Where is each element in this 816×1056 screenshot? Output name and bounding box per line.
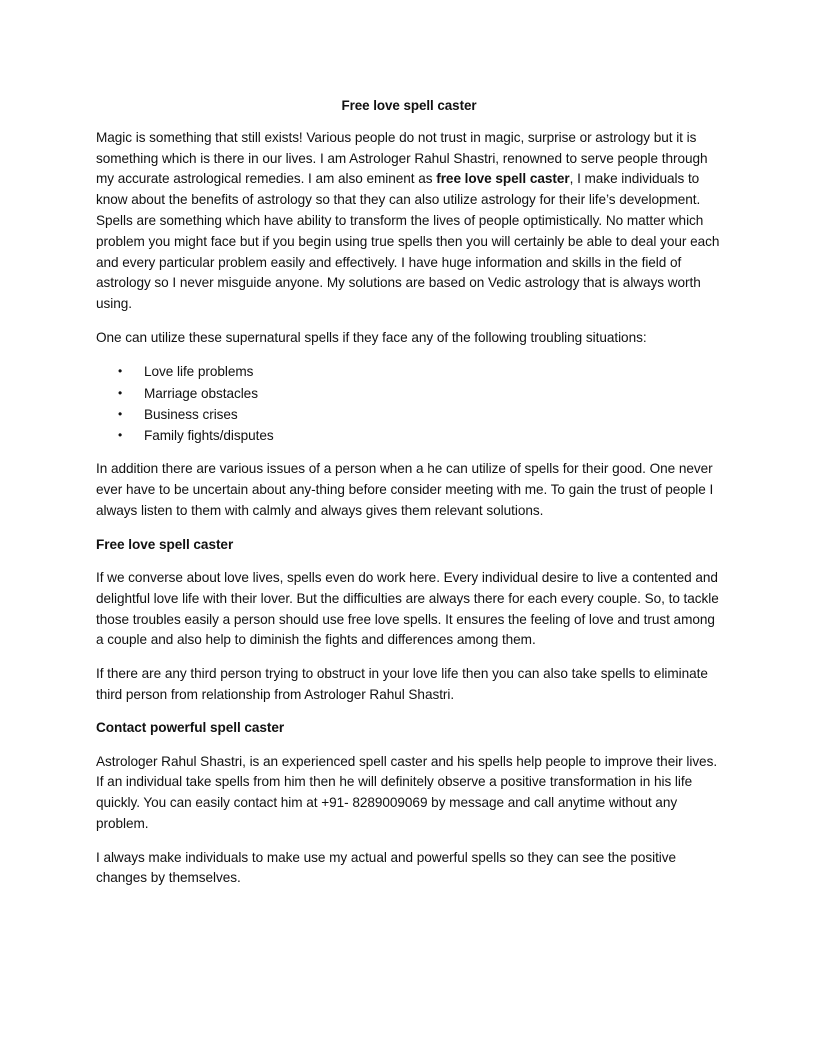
bullet-icon: • — [118, 406, 123, 421]
bullet-icon: • — [118, 385, 123, 400]
list-item — [96, 361, 722, 382]
list-item — [96, 425, 722, 446]
free-love-spell-heading: Free love spell caster — [96, 536, 234, 552]
list-item-text: Business crises — [144, 406, 238, 422]
intro-text-end: , I make individuals to know about the benefits of astrology so that they can also utilize astrology for their life’s development. Spells are something which have ability to transform the lives of people optimistically. No matter which problem you might face but if you begin using true spells then you will certainly be able to deal your each and every particular problem easily and effectively. I have huge information and skills in the field of astrology so I never misguide anyone. My solutions are based on Vedic astrology that is always worth using. — [96, 171, 720, 312]
third-person-paragraph: If there are any third person trying to obstruct in your love life then you can also take spells to eliminate third person from relationship from Astrologer Rahul Shastri. — [96, 665, 708, 702]
intro-text-start: Magic is something that still exists! Various people do not trust in magic, surprise or astrology but it is something which is there in our lives. I am Astrologer Rahul Shastri, renowned to serve people through my accurate astrological remedies. I am also eminent as — [96, 129, 708, 187]
bullet-icon: • — [118, 428, 123, 443]
intro-paragraph — [96, 128, 722, 315]
list-item — [96, 404, 722, 425]
situations-list — [96, 361, 722, 447]
situations-intro-paragraph: One can utilize these supernatural spells if they face any of the following troubling situations: — [96, 329, 647, 345]
document-body — [96, 96, 722, 902]
contact-heading: Contact powerful spell caster — [96, 720, 285, 736]
issues-paragraph: In addition there are various issues of a person when a he can utilize of spells for their good. One never ever have to be uncertain about any-thing before consider meeting with me. To gain the trust of people I always listen to them with calmly and always gives them relevant solutions. — [96, 461, 714, 519]
closing-paragraph: I always make individuals to make use my actual and powerful spells so they can see the positive changes by themselves. — [96, 849, 677, 886]
list-item-text: Family fights/disputes — [144, 428, 274, 444]
bullet-icon: • — [118, 364, 123, 379]
intro-bold-phrase: free love spell caster — [436, 171, 570, 187]
love-lives-paragraph: If we converse about love lives, spells even do work here. Every individual desire to live a contented and delightful love life with their lover. But the difficulties are always there for each every couple. So, to tackle those troubles easily a person should use free love spells. It ensures the feeling of love and trust among a couple and also help to diminish the fights and differences among them. — [96, 570, 719, 648]
contact-paragraph: Astrologer Rahul Shastri, is an experienced spell caster and his spells help people to improve their lives. If an individual take spells from him then he will definitely observe a positive transformation in his life quickly. You can easily contact him at +91- 8289009069 by message and call anytime without any problem. — [96, 753, 718, 832]
document-title: Free love spell caster — [341, 98, 477, 113]
list-item-text: Love life problems — [144, 364, 254, 380]
list-item-text: Marriage obstacles — [144, 385, 258, 401]
list-item — [96, 383, 722, 404]
